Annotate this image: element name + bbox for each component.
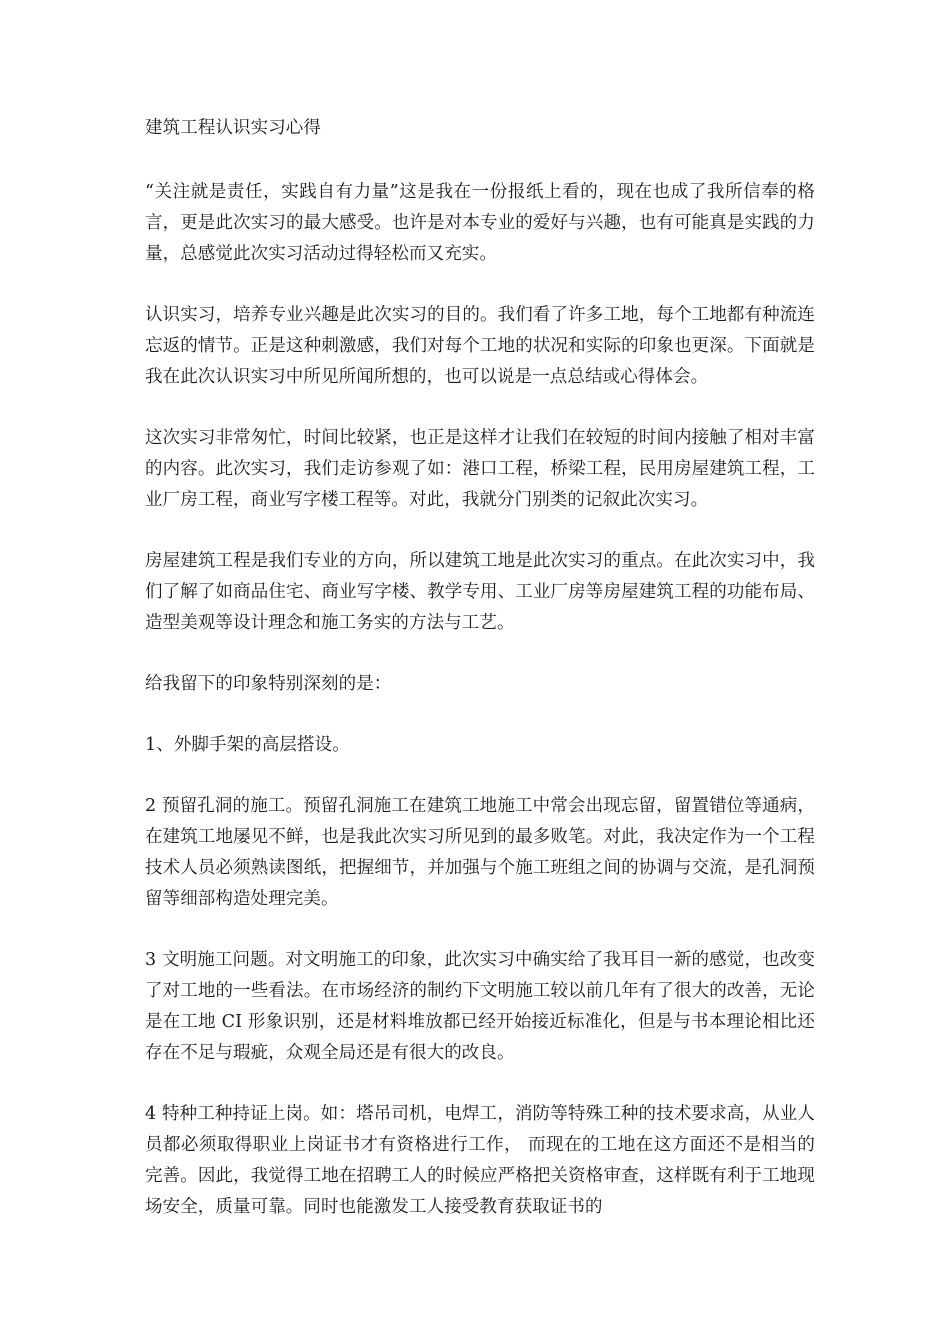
- paragraph-overview: 这次实习非常匆忙，时间比较紧，也正是这样才让我们在较短的时间内接触了相对丰富的内容。此次实习，我们走访参观了如：港口工程，桥梁工程，民用房屋建筑工程，工业厂房工程，商业写字楼工程等。对此，我就分门别类的记叙此次实习。: [145, 428, 815, 510]
- paragraph-building-works: 房屋建筑工程是我们专业的方向，所以建筑工地是此次实习的重点。在此次实习中，我们了解了如商品住宅、商业写字楼、教学专用、工业厂房等房屋建筑工程的功能布局、造型美观等设计理念和施工务实的方法与工艺。: [145, 551, 815, 633]
- document-body: [145, 113, 815, 1223]
- document-title: 建筑工程认识实习心得: [145, 118, 321, 138]
- paragraph-intro: “关注就是责任，实践自有力量”这是我在一份报纸上看的，现在也成了我所信奉的格言，更是此次实习的最大感受。也许是对本专业的爱好与兴趣，也有可能真是实践的力量，总感觉此次实习活动过得轻松而又充实。: [145, 182, 815, 264]
- paragraph-item-3: 3 文明施工问题。对文明施工的印象，此次实习中确实给了我耳目一新的感觉，也改变了对工地的一些看法。在市场经济的制约下文明施工较以前几年有了很大的改善，无论是在工地 CI 形象识别，还是材料堆放都已经开始接近标准化，但是与书本理论相比还存在不足与瑕疵，众观全局还是有很大的改良。: [145, 950, 815, 1063]
- paragraph-purpose: 认识实习，培养专业兴趣是此次实习的目的。我们看了许多工地，每个工地都有种流连忘返的情节。正是这种刺激感，我们对每个工地的状况和实际的印象也更深。下面就是我在此次认识实习中所见所闻所想的，也可以说是一点总结或心得体会。: [145, 305, 815, 387]
- paragraph-item-2: 2 预留孔洞的施工。预留孔洞施工在建筑工地施工中常会出现忘留，留置错位等通病，在建筑工地屡见不鲜，也是我此次实习所见到的最多败笔。对此，我决定作为一个工程技术人员必须熟读图纸，把握细节，并加强与个施工班组之间的协调与交流，是孔洞预留等细部构造处理完美。: [145, 796, 815, 909]
- paragraph-item-1: 1、外脚手架的高层搭设。: [145, 735, 350, 755]
- paragraph-impressions-lead: 给我留下的印象特别深刻的是：: [145, 674, 392, 694]
- paragraph-item-4: 4 特种工种持证上岗。如：塔吊司机，电焊工，消防等特殊工种的技术要求高，从业人员都必须取得职业上岗证书才有资格进行工作， 而现在的工地在这方面还不是相当的完善。因此，我觉得工地在招聘工人的时候应严格把关资格审查，这样既有利于工地现场安全，质量可靠。同时也能激发工人接受教育获取证书的: [145, 1104, 815, 1217]
